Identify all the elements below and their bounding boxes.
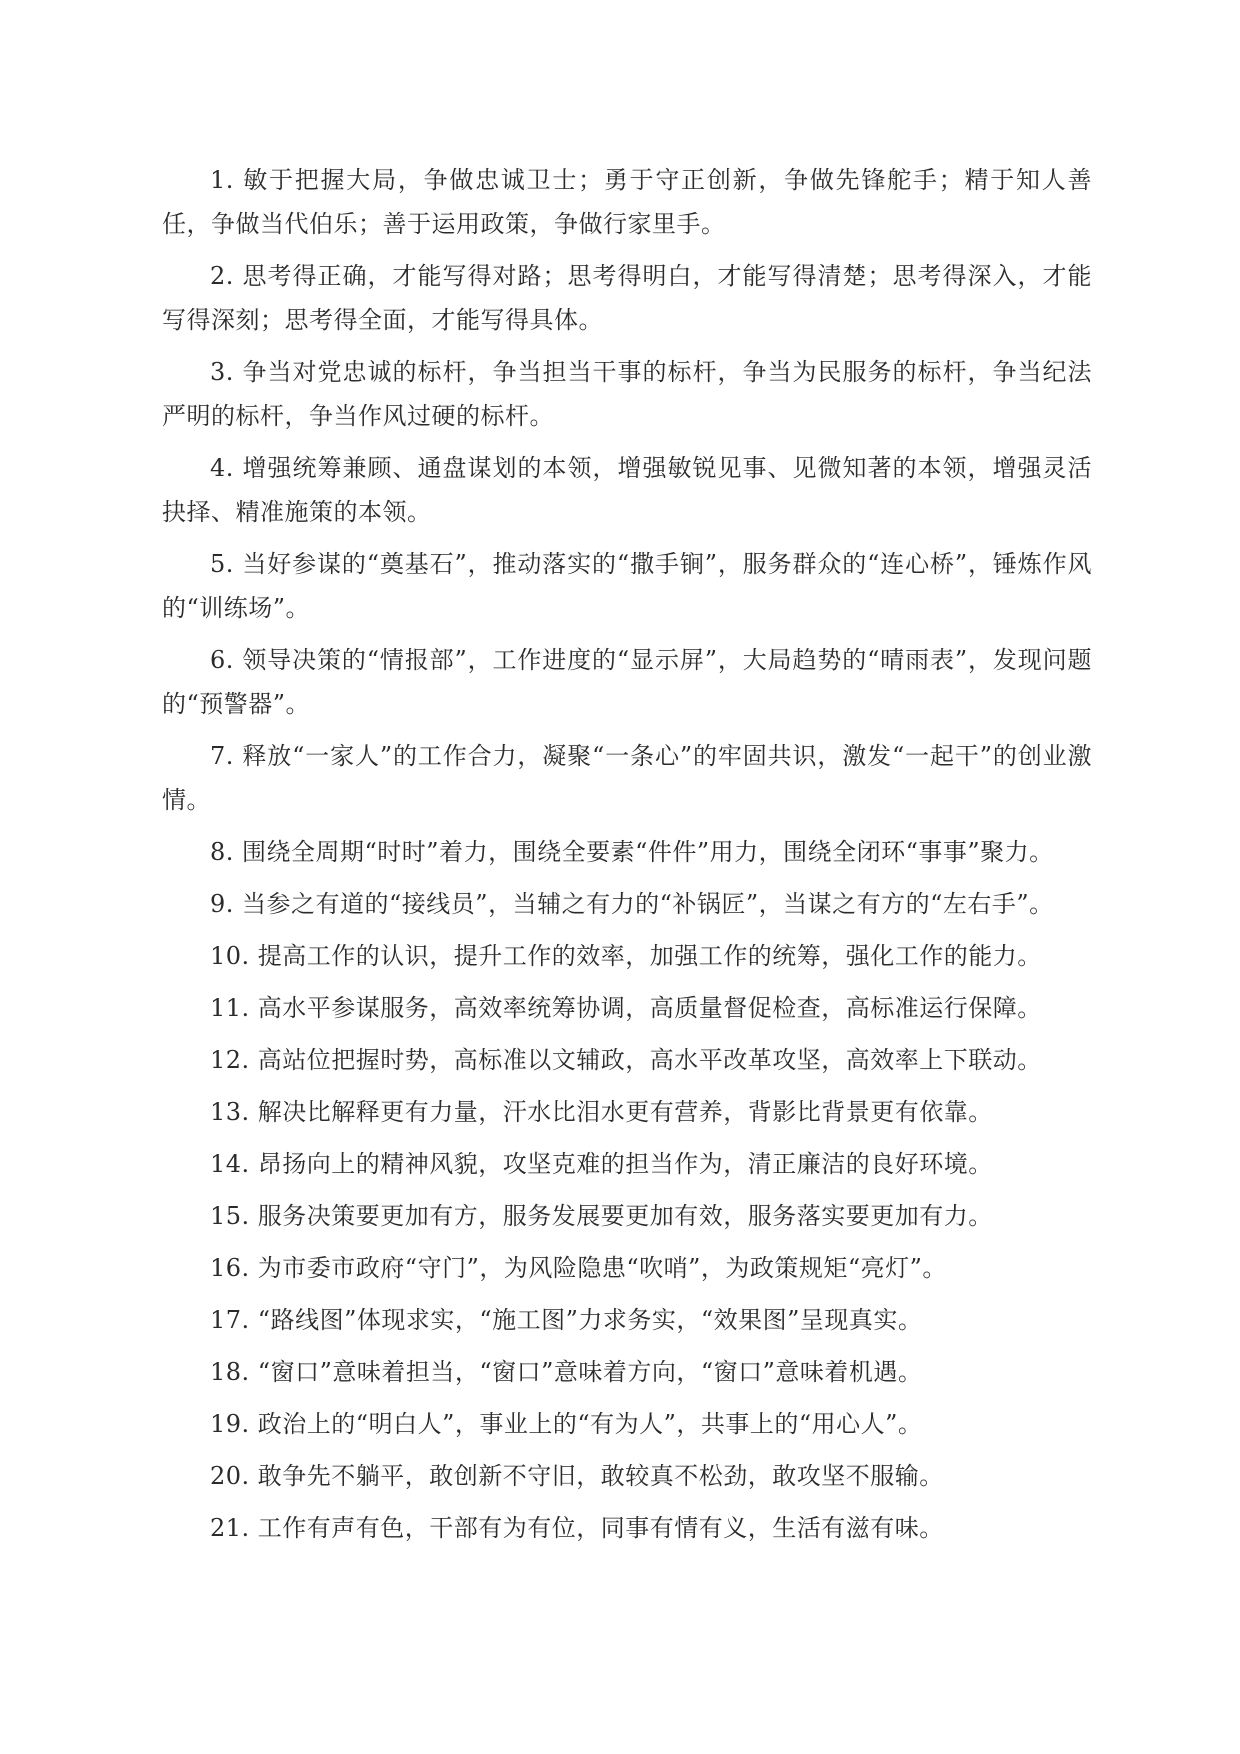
list-item: 11. 高水平参谋服务，高效率统筹协调，高质量督促检查，高标准运行保障。	[210, 994, 1042, 1022]
list-item: 19. 政治上的“明白人”，事业上的“有为人”，共事上的“用心人”。	[210, 1410, 923, 1438]
list-item: 8. 围绕全周期“时时”着力，围绕全要素“件件”用力，围绕全闭环“事事”聚力。	[210, 838, 1054, 866]
list-item: 16. 为市委市政府“守门”，为风险隐患“吹哨”，为政策规矩“亮灯”。	[210, 1254, 947, 1282]
list-item: 7. 释放“一家人”的工作合力，凝聚“一条心”的牢固共识，激发“一起干”的创业激情。	[162, 742, 1092, 814]
list-item: 10. 提高工作的认识，提升工作的效率，加强工作的统筹，强化工作的能力。	[210, 942, 1042, 970]
list-item: 18. “窗口”意味着担当，“窗口”意味着方向，“窗口”意味着机遇。	[210, 1358, 923, 1386]
list-item: 2. 思考得正确，才能写得对路；思考得明白，才能写得清楚；思考得深入，才能写得深刻；思考得全面，才能写得具体。	[162, 262, 1092, 334]
list-item: 20. 敢争先不躺平，敢创新不守旧，敢较真不松劲，敢攻坚不服输。	[210, 1462, 944, 1490]
list-item: 15. 服务决策要更加有方，服务发展要更加有效，服务落实要更加有力。	[210, 1202, 993, 1230]
list-item: 4. 增强统筹兼顾、通盘谋划的本领，增强敏锐见事、见微知著的本领，增强灵活抉择、精准施策的本领。	[162, 454, 1092, 526]
list-item: 12. 高站位把握时势，高标准以文辅政，高水平改革攻坚，高效率上下联动。	[210, 1046, 1042, 1074]
list-item: 1. 敏于把握大局，争做忠诚卫士；勇于守正创新，争做先锋舵手；精于知人善任，争做当代伯乐；善于运用政策，争做行家里手。	[162, 166, 1092, 238]
list-item: 5. 当好参谋的“奠基石”，推动落实的“撒手锏”，服务群众的“连心桥”，锤炼作风的“训练场”。	[162, 550, 1092, 622]
document-body	[162, 158, 1092, 1558]
list-item: 14. 昂扬向上的精神风貌，攻坚克难的担当作为，清正廉洁的良好环境。	[210, 1150, 993, 1178]
list-item: 21. 工作有声有色，干部有为有位，同事有情有义，生活有滋有味。	[210, 1514, 944, 1542]
list-item: 13. 解决比解释更有力量，汗水比泪水更有营养，背影比背景更有依靠。	[210, 1098, 993, 1126]
list-item: 3. 争当对党忠诚的标杆，争当担当干事的标杆，争当为民服务的标杆，争当纪法严明的标杆，争当作风过硬的标杆。	[162, 358, 1092, 430]
list-item: 6. 领导决策的“情报部”，工作进度的“显示屏”，大局趋势的“晴雨表”，发现问题的“预警器”。	[162, 646, 1092, 718]
list-item: 9. 当参之有道的“接线员”，当辅之有力的“补锅匠”，当谋之有方的“左右手”。	[210, 890, 1054, 918]
list-item: 17. “路线图”体现求实，“施工图”力求务实，“效果图”呈现真实。	[210, 1306, 923, 1334]
